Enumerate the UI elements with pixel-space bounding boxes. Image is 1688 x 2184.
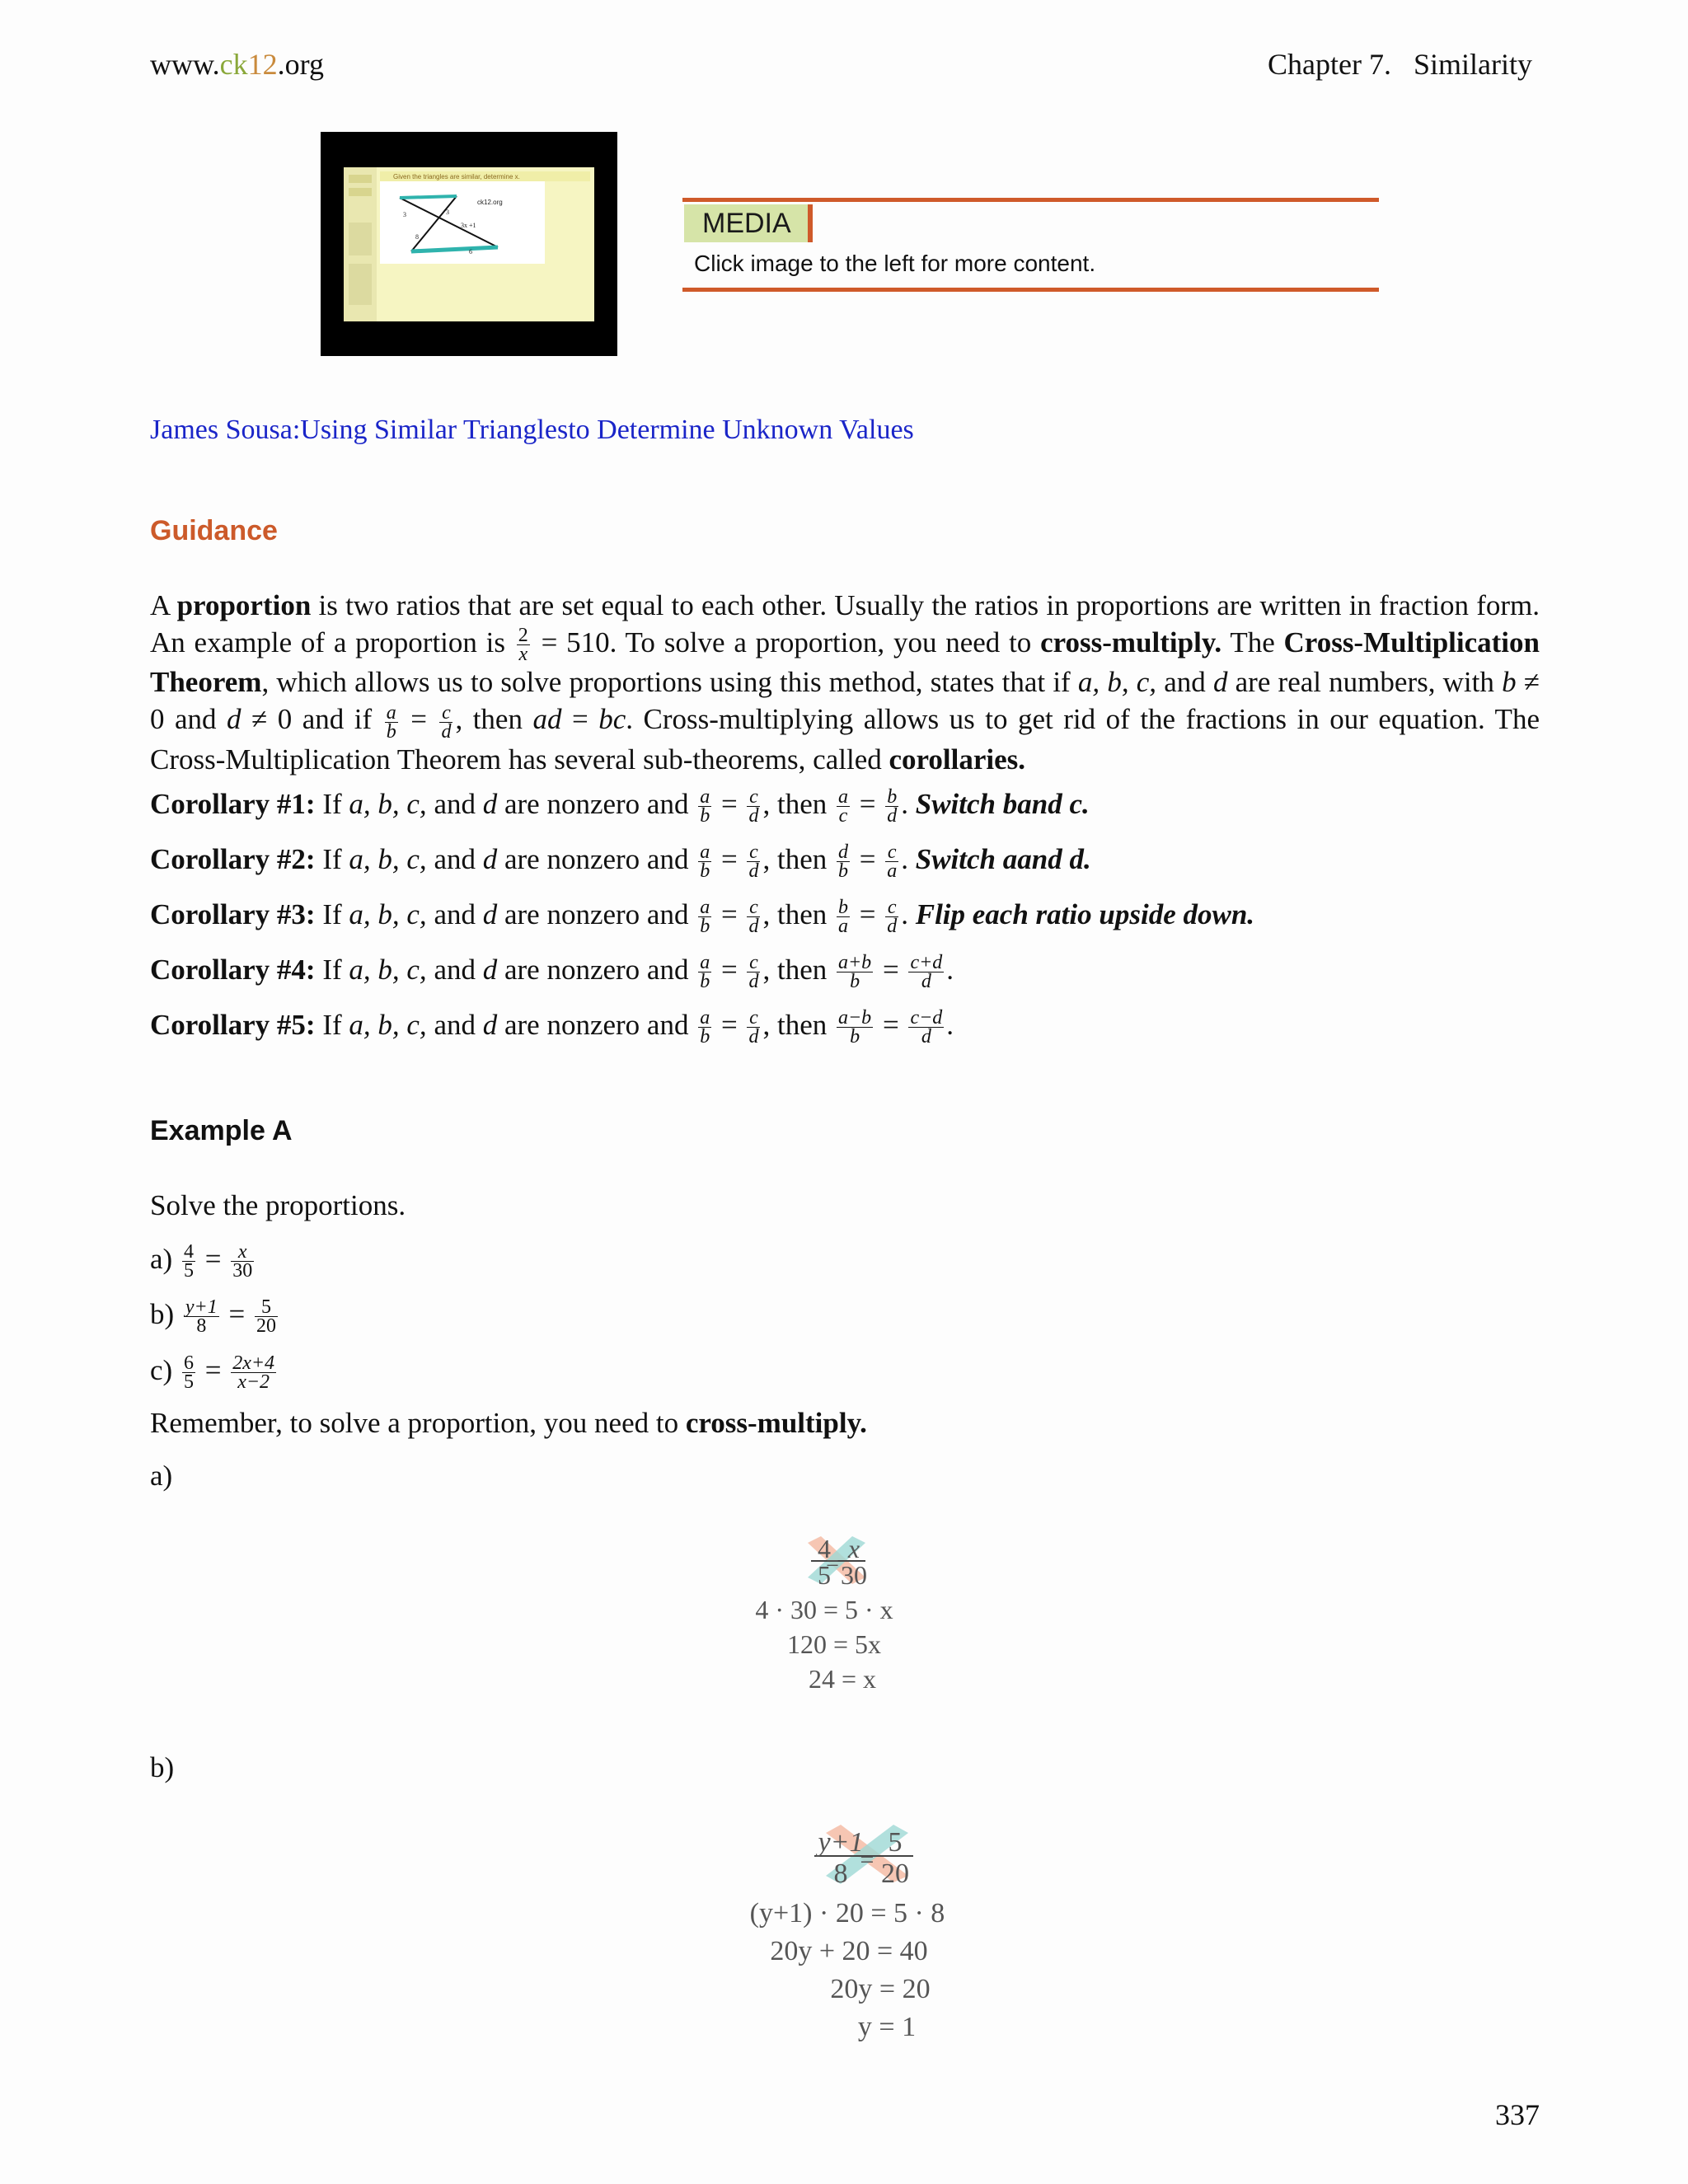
problem-c: c) $\frac{6}{5}$ = $\frac{2x+4}{x-2}$ [150, 1352, 275, 1394]
corollary-3: Corollary #3: If a, b, c, and d are nonzero and $\frac{a}{b}$ = $\frac{c}{d}$ , then $\frac{b}{a}$ = $\frac{c}{d}$ . Flip each ratio upside down. [150, 897, 1255, 938]
svg-text:=: = [860, 1846, 874, 1873]
svg-text:3x +1: 3x +1 [461, 222, 476, 229]
corollary-2: Corollary #2: If a, b, c, and d are nonzero and $\frac{a}{b}$ = $\frac{c}{d}$ , then $\frac{d}{b}$ = $\frac{c}{a}$ . Switch aand d. [150, 841, 1091, 883]
corollary-5: Corollary #5: If a, b, c, and d are nonzero and $\frac{a}{b}$ = $\frac{c}{d}$ , then $\frac{a-b}{b}$ = $\frac{c-d}{d}$ . [150, 1007, 954, 1048]
work-b-image [725, 1821, 973, 2052]
problem-a: a) $\frac{4}{5}$ = $\frac{x}{30}$ [150, 1241, 253, 1282]
section-heading-guidance: Guidance [150, 515, 278, 546]
media-tag: MEDIA [684, 204, 813, 242]
svg-text:8: 8 [833, 1858, 848, 1889]
video-thumbnail[interactable] [321, 132, 617, 356]
example-intro: Solve the proportions. [150, 1189, 406, 1221]
svg-text:20y = 20: 20y = 20 [830, 1974, 931, 2004]
svg-text:(y+1) · 20 = 5 · 8: (y+1) · 20 = 5 · 8 [749, 1898, 945, 1929]
site-url[interactable]: www.ck12.org [150, 48, 324, 81]
example-fraction: $\frac{2}{x}$ [518, 625, 528, 666]
svg-text:120 = 5x: 120 = 5x [786, 1629, 882, 1659]
svg-text:x: x [847, 1534, 860, 1563]
svg-text:8: 8 [415, 233, 419, 241]
corollary-1: Corollary #1: If a, b, c, and d are nonzero and $\frac{a}{b}$ = $\frac{c}{d}$ , then $\frac{a}{c}$ = $\frac{b}{d}$ . Switch band c. [150, 786, 1090, 827]
svg-text:3: 3 [403, 211, 406, 218]
chapter-title: Chapter 7. Similarity [1268, 48, 1532, 81]
media-box [682, 198, 1379, 292]
svg-text:5: 5 [888, 1827, 903, 1858]
svg-text:6: 6 [469, 248, 472, 255]
svg-text:y = 1: y = 1 [857, 2012, 917, 2042]
divider [682, 198, 1379, 202]
svg-text:3: 3 [446, 209, 449, 216]
part-b-label: b) [150, 1751, 175, 1783]
corollary-4: Corollary #4: If a, b, c, and d are nonzero and $\frac{a}{b}$ = $\frac{c}{d}$ , then $\frac{a+b}{b}$ = $\frac{c+d}{d}$ . [150, 952, 954, 993]
guidance-paragraph: A proportion is two ratios that are set equal to each other. Usually the ratios in proportions are written in fraction form. An example of a proportion is $\frac{2}{x}$ = 510. To solve a proportion, you need to cross-multiply. The Cross-Multiplication Theorem, which allows us to solve proportions using this method, states that if a, b, c, and d are real numbers, with b ≠ 0 and d ≠ 0 and if $\frac{a}{b}$ = $\frac{c}{d}$ , then ad = bc. Cross-multiplying allows us to get rid of the fractions in our equation. The Cross-Multiplication Theorem has several sub-theorems, called corollaries. [150, 589, 1540, 776]
svg-text:20y + 20 = 40: 20y + 20 = 40 [770, 1936, 928, 1966]
svg-text:24 = x: 24 = x [808, 1664, 877, 1694]
svg-text:30: 30 [841, 1560, 867, 1590]
svg-text:ck12.org: ck12.org [477, 199, 503, 206]
media-caption: Click image to the left for more content. [694, 251, 1096, 276]
svg-text:4: 4 [818, 1534, 831, 1563]
svg-text:5: 5 [818, 1560, 831, 1590]
part-a-label: a) [150, 1460, 173, 1492]
cross-multiply-diagram-a [742, 1533, 940, 1698]
section-heading-example-a: Example A [150, 1115, 293, 1146]
remember-line: Remember, to solve a proportion, you need to cross-multiply. [150, 1407, 867, 1439]
work-a-image [742, 1533, 940, 1698]
problem-b: b) $\frac{y+1}{8}$ = $\frac{5}{20}$ [150, 1296, 277, 1338]
video-preview-image [321, 132, 617, 356]
cross-multiply-diagram-b [725, 1821, 973, 2052]
svg-text:=: = [826, 1551, 839, 1577]
svg-text:Given the triangles are simila: Given the triangles are similar, determine x. [393, 173, 520, 180]
video-link[interactable]: James Sousa:Using Similar Trianglesto Determine Unknown Values [150, 415, 914, 445]
page-number: 337 [1495, 2098, 1540, 2131]
svg-text:4 · 30 = 5 · x: 4 · 30 = 5 · x [755, 1595, 893, 1624]
svg-text:20: 20 [881, 1858, 909, 1889]
svg-text:y+1: y+1 [818, 1827, 864, 1858]
divider [682, 288, 1379, 292]
